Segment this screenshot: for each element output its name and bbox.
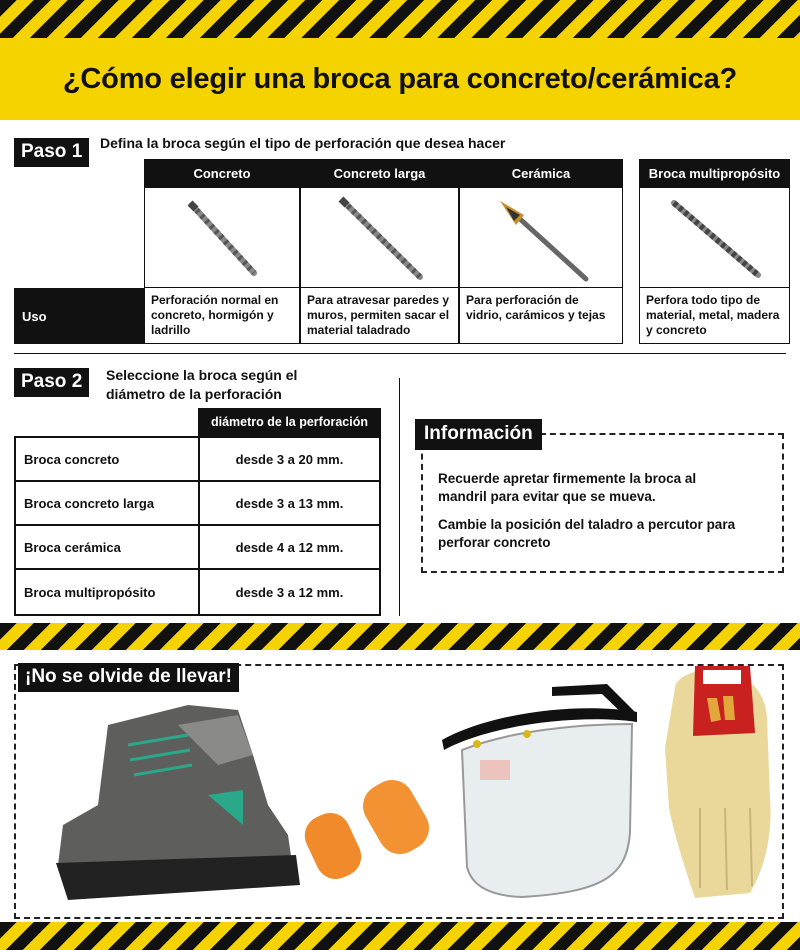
drill-name: Broca multipropósito — [16, 570, 200, 614]
info-tip1-line1: Recuerde apretar firmemente la broca al — [438, 471, 697, 486]
step2-badge: Paso 2 — [14, 368, 89, 397]
table-row — [16, 570, 379, 614]
long-concrete-drill-bit-cell — [300, 188, 459, 288]
vertical-divider — [399, 378, 400, 616]
info-tip1-line2: mandril para evitar que se mueva. — [438, 489, 656, 504]
diameter-range: desde 4 a 12 mm. — [235, 539, 344, 555]
ceramic-drill-bit-icon — [486, 193, 596, 283]
face-shield-icon — [432, 682, 642, 902]
column-header-concreto-larga: Concreto larga — [300, 159, 459, 188]
long-concrete-drill-bit-icon — [325, 193, 435, 283]
info-badge: Información — [415, 419, 542, 450]
middle-hazard-stripes — [0, 623, 800, 650]
ear-plugs-icon — [300, 768, 450, 888]
uso-row-label: Uso — [14, 288, 144, 344]
bottom-hazard-stripes — [0, 922, 800, 950]
step2-instruction-line2: diámetro de la perforación — [106, 386, 282, 402]
use-concreto-larga: Para atravesar paredes y muros, permiten sacar el material taladrado — [300, 288, 459, 344]
table-row — [16, 482, 379, 526]
table-row — [16, 526, 379, 570]
diameter-range: desde 3 a 12 mm. — [235, 584, 344, 600]
drill-name: Broca concreto — [16, 438, 200, 480]
title-banner — [0, 38, 800, 120]
safety-boot-icon — [38, 695, 308, 915]
use-concreto: Perforación normal en concreto, hormigón y ladrillo — [144, 288, 300, 344]
step1-badge: Paso 1 — [14, 138, 89, 167]
leather-gloves-icon — [655, 658, 780, 903]
multipurpose-drill-bit-cell — [639, 188, 790, 288]
diameter-table — [14, 436, 381, 616]
drill-name: Broca cerámica — [16, 526, 200, 568]
concrete-drill-bit-cell — [144, 188, 300, 288]
step2-instruction-line1: Seleccione la broca según el — [106, 367, 298, 383]
top-hazard-stripes — [0, 0, 800, 38]
info-tip2-line1: Cambie la posición del taladro a percutor para — [438, 517, 736, 532]
diameter-range: desde 3 a 13 mm. — [235, 495, 344, 511]
use-ceramica: Para perforación de vidrio, carámicos y tejas — [459, 288, 623, 344]
use-multiproposito: Perfora todo tipo de material, metal, madera y concreto — [639, 288, 790, 344]
page-title: ¿Cómo elegir una broca para concreto/cerámica? — [62, 62, 738, 95]
column-header-concreto: Concreto — [144, 159, 300, 188]
section-divider — [14, 353, 786, 354]
info-tip2-line2: perforar concreto — [438, 535, 551, 550]
diameter-column-header: diámetro de la perforación — [198, 408, 381, 436]
step1-instruction: Defina la broca según el tipo de perforación que desea hacer — [100, 135, 506, 151]
gear-badge: ¡No se olvide de llevar! — [18, 663, 239, 692]
multipurpose-drill-bit-icon — [660, 193, 770, 283]
column-header-multiproposito: Broca multipropósito — [639, 159, 790, 188]
diameter-range: desde 3 a 20 mm. — [235, 451, 344, 467]
column-header-ceramica: Cerámica — [459, 159, 623, 188]
drill-name: Broca concreto larga — [16, 482, 200, 524]
concrete-drill-bit-icon — [172, 193, 272, 283]
table-row — [16, 438, 379, 482]
ceramic-drill-bit-cell — [459, 188, 623, 288]
